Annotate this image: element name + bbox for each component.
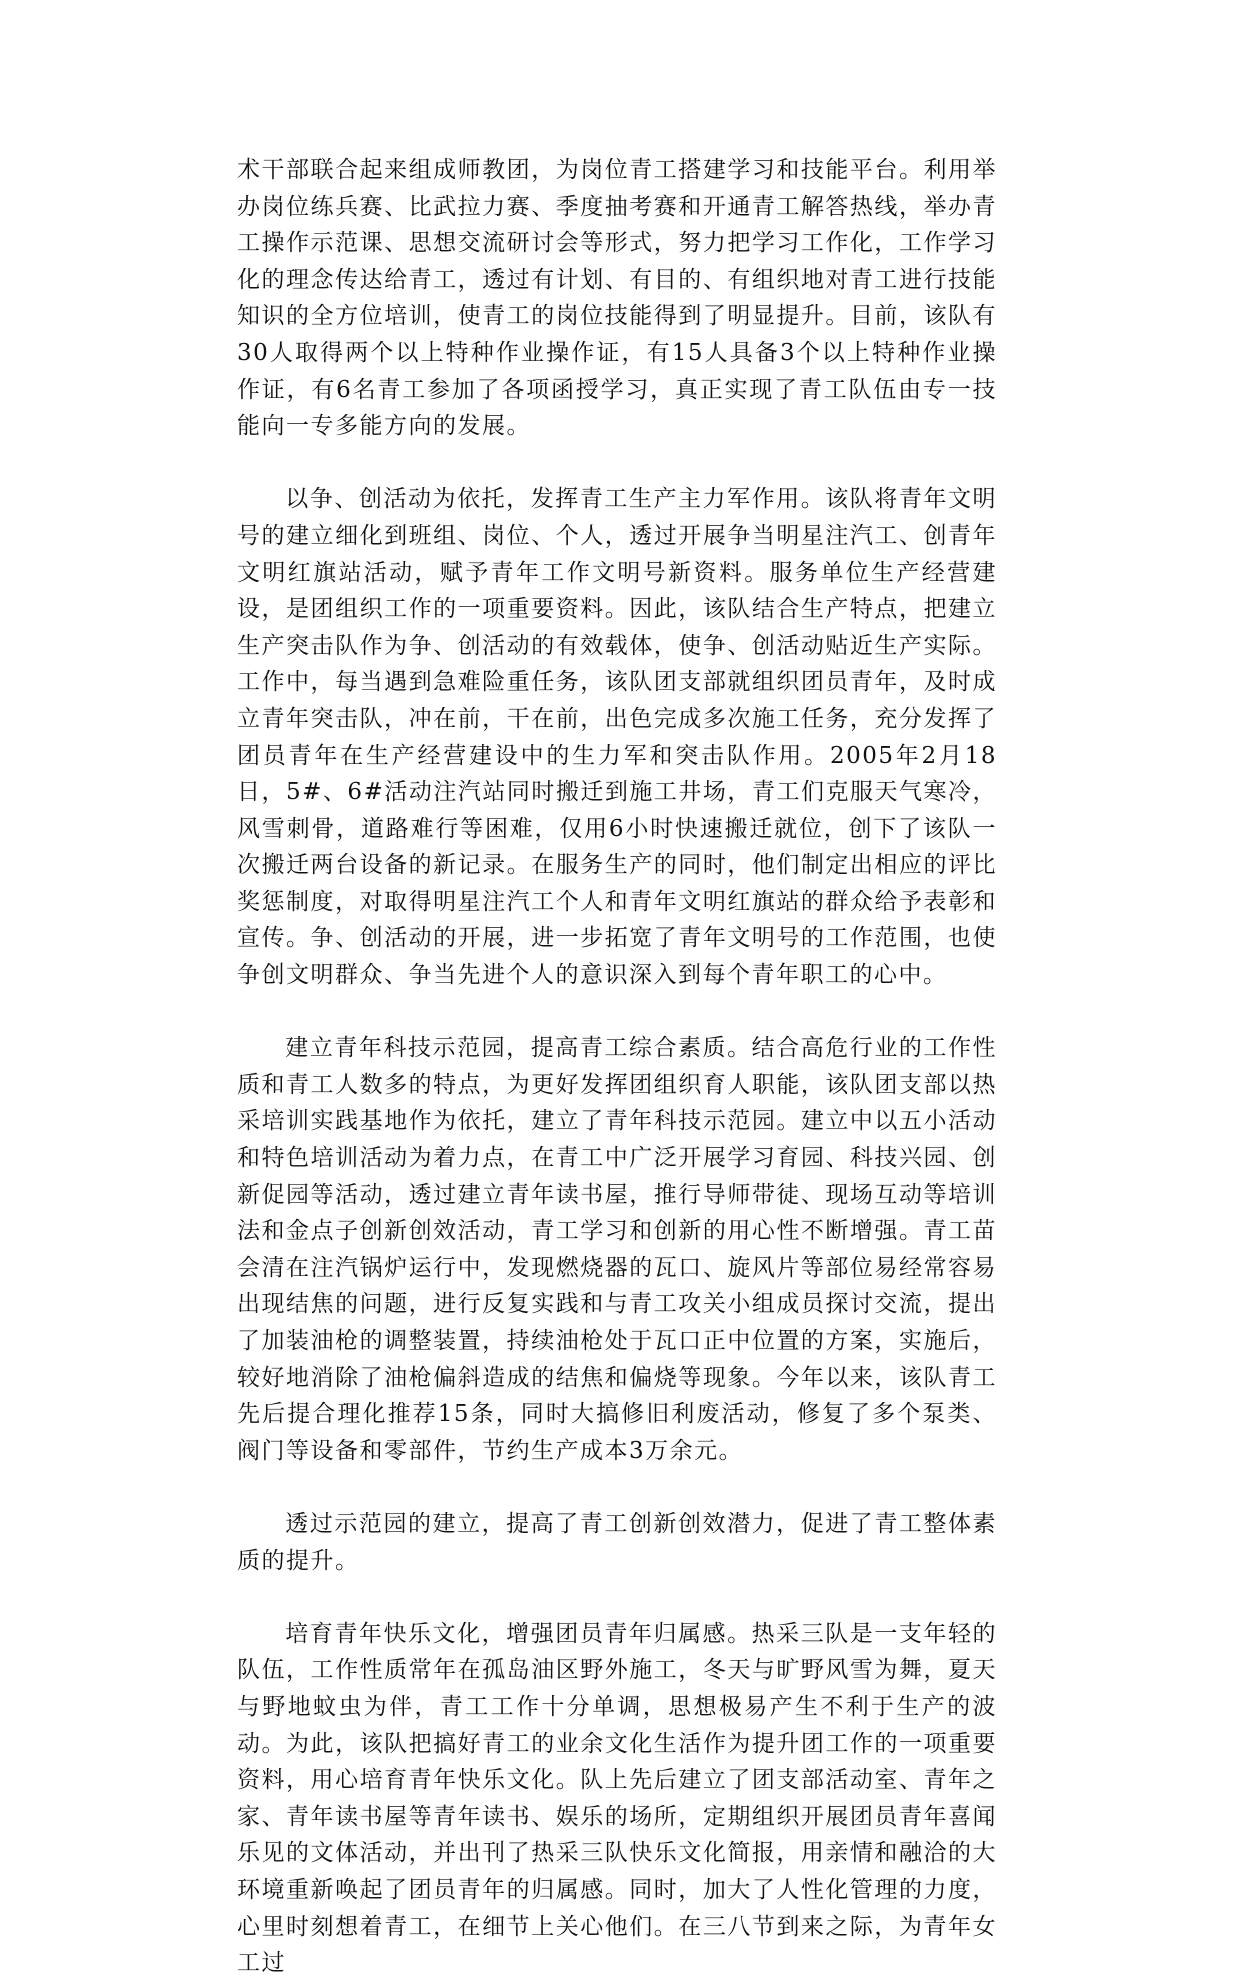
paragraph-tech-demo-park: 建立青年科技示范园，提高青工综合素质。结合高危行业的工作性质和青工人数多的特点，为更好发挥团组织育人职能，该队团支部以热采培训实践基地作为依托，建立了青年科技示范园。建立中以五小活动和特色培训活动为着力点，在青工中广泛开展学习育园、科技兴园、创新促园等活动，透过建立青年读书屋，推行导师带徒、现场互动等培训法和金点子创新创效活动，青工学习和创新的用心性不断增强。青工苗会清在注汽锅炉运行中，发现燃烧器的瓦口、旋风片等部位易经常容易出现结焦的问题，进行反复实践和与青工攻关小组成员探讨交流，提出了加装油枪的调整装置，持续油枪处于瓦口正中位置的方案，实施后，较好地消除了油枪偏斜造成的结焦和偏烧等现象。今年以来，该队青工先后提合理化推荐15条，同时大搞修旧利废活动，修复了多个泵类、阀门等设备和零部件，节约生产成本3万余元。 <box>237 1035 997 1464</box>
paragraph-spacer <box>237 1469 997 1506</box>
paragraph-spacer <box>237 1579 997 1616</box>
paragraph-youth-culture: 培育青年快乐文化，增强团员青年归属感。热采三队是一支年轻的队伍，工作性质常年在孤岛油区野外施工，冬天与旷野风雪为舞，夏天与野地蚊虫为伴，青工工作十分单调，思想极易产生不利于生产的波动。为此，该队把搞好青工的业余文化生活作为提升团工作的一项重要资料，用心培育青年快乐文化。队上先后建立了团支部活动室、青年之家、青年读书屋等青年读书、娱乐的场所，定期组织开展团员青年喜闻乐见的文体活动，并出刊了热采三队快乐文化简报，用亲情和融洽的大环境重新唤起了团员青年的归属感。同时，加大了人性化管理的力度，心里时刻想着青工，在细节上关心他们。在三八节到来之际，为青年女工过 <box>237 1620 997 1977</box>
paragraph-skills-training: 术干部联合起来组成师教团，为岗位青工搭建学习和技能平台。利用举办岗位练兵赛、比武拉力赛、季度抽考赛和开通青工解答热线，举办青工操作示范课、思想交流研讨会等形式，努力把学习工作化，工作学习化的理念传达给青工，透过有计划、有目的、有组织地对青工进行技能知识的全方位培训，使青工的岗位技能得到了明显提升。目前，该队有30人取得两个以上特种作业操作证，有15人具备3个以上特种作业操作证，有6名青工参加了各项函授学习，真正实现了青工队伍由专一技能向一专多能方向的发展。 <box>237 157 997 440</box>
paragraph-demo-park-result: 透过示范园的建立，提高了青工创新创效潜力，促进了青工整体素质的提升。 <box>237 1510 997 1574</box>
paragraph-competition-activities: 以争、创活动为依托，发挥青工生产主力军作用。该队将青年文明号的建立细化到班组、岗位、个人，透过开展争当明星注汽工、创青年文明红旗站活动，赋予青年工作文明号新资料。服务单位生产经营建设，是团组织工作的一项重要资料。因此，该队结合生产特点，把建立生产突击队作为争、创活动的有效载体，使争、创活动贴近生产实际。工作中，每当遇到急难险重任务，该队团支部就组织团员青年，及时成立青年突击队，冲在前，干在前，出色完成多次施工任务，充分发挥了团员青年在生产经营建设中的生力军和突击队作用。2005年2月18日，5#、6#活动注汽站同时搬迁到施工井场，青工们克服天气寒冷，风雪刺骨，道路难行等困难，仅用6小时快速搬迁就位，创下了该队一次搬迁两台设备的新记录。在服务生产的同时，他们制定出相应的评比奖惩制度，对取得明星注汽工个人和青年文明红旗站的群众给予表彰和宣传。争、创活动的开展，进一步拓宽了青年文明号的工作范围，也使争创文明群众、争当先进个人的意识深入到每个青年职工的心中。 <box>237 486 997 989</box>
paragraph-spacer <box>237 994 997 1031</box>
document-body <box>237 152 997 1982</box>
paragraph-spacer <box>237 445 997 482</box>
